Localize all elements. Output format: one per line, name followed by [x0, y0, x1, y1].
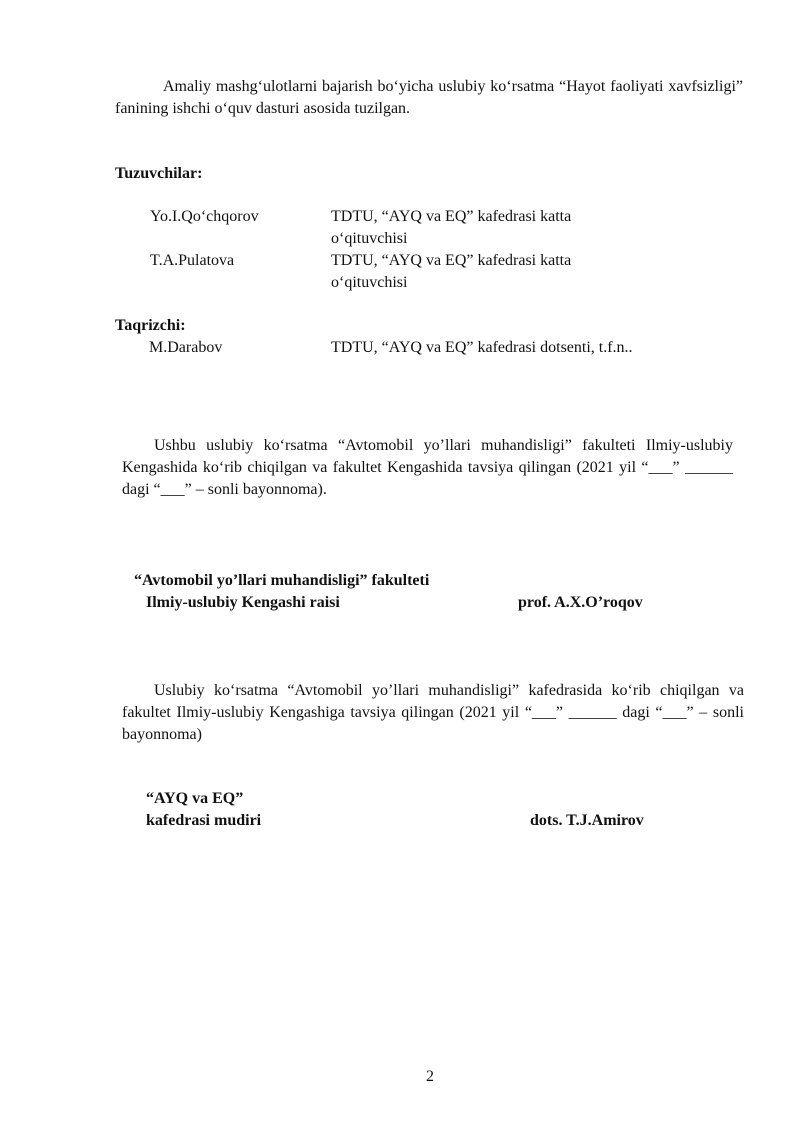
reviewer-heading: Taqrizchi:: [115, 317, 186, 334]
department-org: “AYQ va EQ”: [146, 790, 244, 807]
author-role: TDTU, “AYQ va EQ” kafedrasi katta o‘qituvchisi: [331, 208, 572, 247]
faculty-council-org: “Avtomobil yo’llari muhandisligi” fakulteti: [134, 572, 430, 589]
faculty-council-signer: prof. A.X.O’roqov: [518, 594, 643, 611]
department-head-title: kafedrasi mudiri: [146, 812, 262, 829]
authors-heading: Tuzuvchilar:: [115, 165, 203, 182]
intro-paragraph: Amaliy mashg‘ulotlarni bajarish bo‘yicha uslubiy ko‘rsatma “Hayot faoliyati xavfsizligi” fanining ishchi o‘quv dasturi asosida tuzilgan.: [115, 78, 743, 117]
department-head-signer: dots. T.J.Amirov: [530, 812, 644, 829]
reviewer-name: M.Darabov: [149, 339, 223, 356]
department-approval-paragraph: Uslubiy ko‘rsatma “Avtomobil yo’llari muhandisligi” kafedrasida ko‘rib chiqilgan va fakultet Ilmiy-uslubiy Kengashiga tavsiya qilingan (2021 yil “___” ______ dagi “___” – sonli bayonnoma): [122, 682, 744, 743]
author-name: Yo.I.Qo‘chqorov: [150, 208, 259, 225]
faculty-council-chair-title: Ilmiy-uslubiy Kengashi raisi: [146, 594, 340, 611]
page-number: 2: [426, 1068, 434, 1085]
author-role: TDTU, “AYQ va EQ” kafedrasi katta o‘qituvchisi: [331, 252, 572, 291]
faculty-approval-paragraph: Ushbu uslubiy ko‘rsatma “Avtomobil yo’llari muhandisligi” fakulteti Ilmiy-uslubiy Kengashida ko‘rib chiqilgan va fakultet Kengashida tavsiya qilingan (2021 yil “___” ______ dagi “___” – sonli bayonnoma).: [122, 437, 733, 498]
author-name: T.A.Pulatova: [150, 252, 235, 269]
reviewer-role: TDTU, “AYQ va EQ” kafedrasi dotsenti, t.f.n..: [331, 339, 633, 356]
